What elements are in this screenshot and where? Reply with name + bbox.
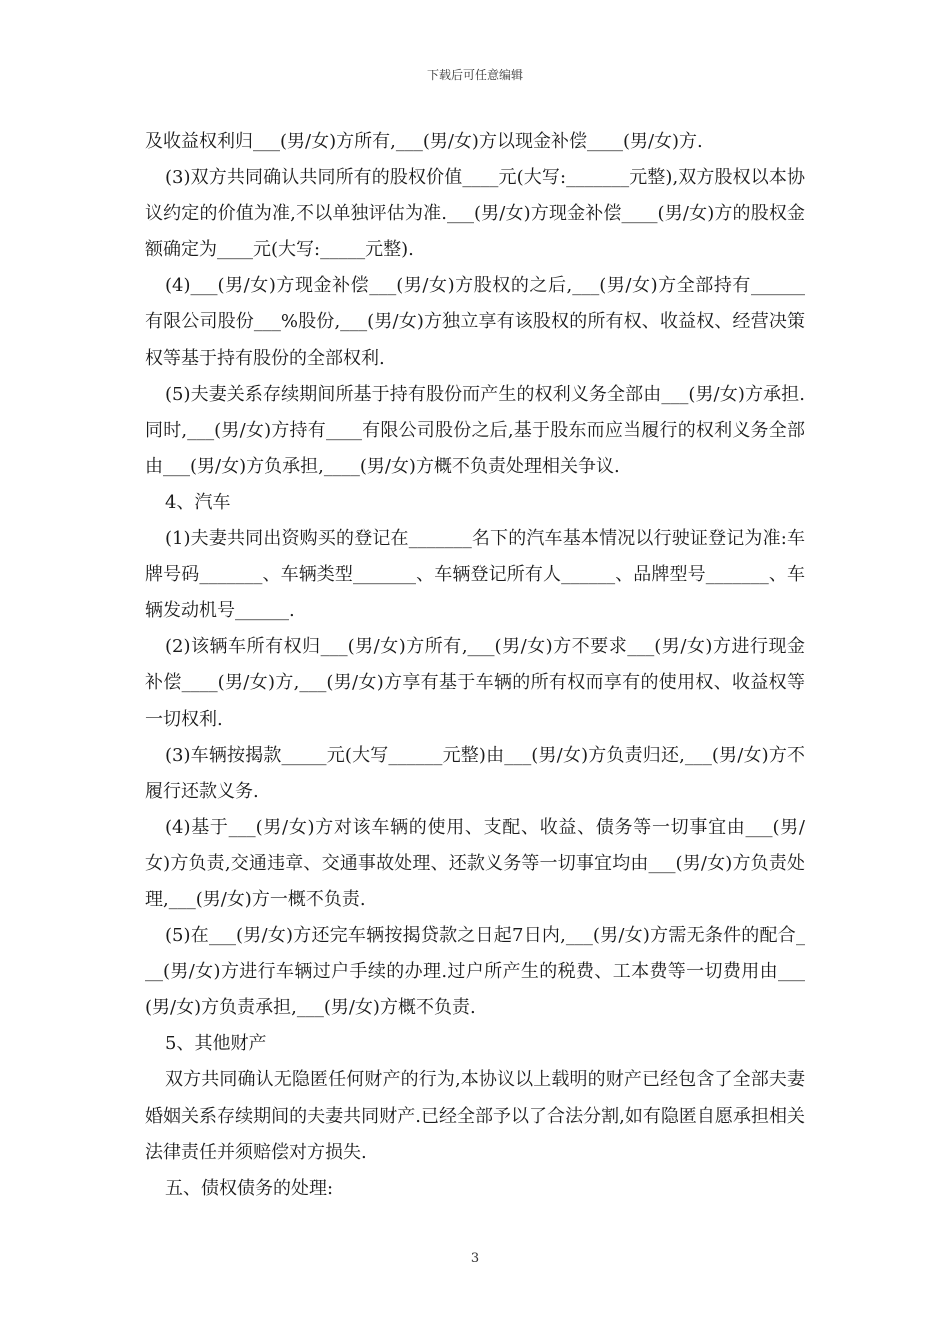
section-heading: 五、债权债务的处理: bbox=[165, 1177, 334, 1199]
paragraph: (3)双方共同确认共同所有的股权价值____元(大写:_______元整),双方股权以本协议约定的价值为准,不以单独评估为准.___(男/女)方现金补偿____(男/女)方的股权金额确定为____元(大写:_____元整). bbox=[145, 167, 805, 261]
section-heading: 4、汽车 bbox=[165, 491, 231, 513]
paragraph: (1)夫妻共同出资购买的登记在_______名下的汽车基本情况以行驶证登记为准:车牌号码_______、车辆类型_______、车辆登记所有人______、品牌型号_______、车辆发动机号______. bbox=[145, 528, 805, 622]
paragraph: (5)夫妻关系存续期间所基于持有股份而产生的权利义务全部由___(男/女)方承担.同时,___(男/女)方持有____有限公司股份之后,基于股东而应当履行的权利义务全部由___(男/女)方负承担,____(男/女)方概不负责处理相关争议. bbox=[145, 383, 805, 477]
document-body bbox=[145, 124, 805, 1207]
paragraph: (4)___(男/女)方现金补偿___(男/女)方股权的之后,___(男/女)方全部持有______有限公司股份___%股份,___(男/女)方独立享有该股权的所有权、收益权、经营决策权等基于持有股份的全部权利. bbox=[145, 275, 805, 369]
section-heading: 5、其他财产 bbox=[165, 1033, 267, 1055]
paragraph: (5)在___(男/女)方还完车辆按揭贷款之日起7日内,___(男/女)方需无条件的配合___(男/女)方进行车辆过户手续的办理.过户所产生的税费、工本费等一切费用由___(男/女)方负责承担,___(男/女)方概不负责. bbox=[145, 925, 805, 1019]
paragraph: (3)车辆按揭款_____元(大写______元整)由___(男/女)方负责归还,___(男/女)方不履行还款义务. bbox=[145, 744, 805, 802]
page-number: 3 bbox=[470, 1251, 480, 1266]
paragraph: (2)该辆车所有权归___(男/女)方所有,___(男/女)方不要求___(男/女)方进行现金补偿____(男/女)方,___(男/女)方享有基于车辆的所有权而享有的使用权、收益权等一切权利. bbox=[145, 636, 805, 730]
page-header: 下载后可任意编辑 bbox=[426, 68, 523, 82]
paragraph: (4)基于___(男/女)方对该车辆的使用、支配、收益、债务等一切事宜由___(男/女)方负责,交通违章、交通事故处理、还款义务等一切事宜均由___(男/女)方负责处理,___(男/女)方一概不负责. bbox=[145, 816, 805, 910]
paragraph: 双方共同确认无隐匿任何财产的行为,本协议以上载明的财产已经包含了全部夫妻婚姻关系存续期间的夫妻共同财产.已经全部予以了合法分割,如有隐匿自愿承担相关法律责任并须赔偿对方损失. bbox=[145, 1069, 805, 1163]
paragraph: 及收益权利归___(男/女)方所有,___(男/女)方以现金补偿____(男/女)方. bbox=[145, 131, 703, 152]
